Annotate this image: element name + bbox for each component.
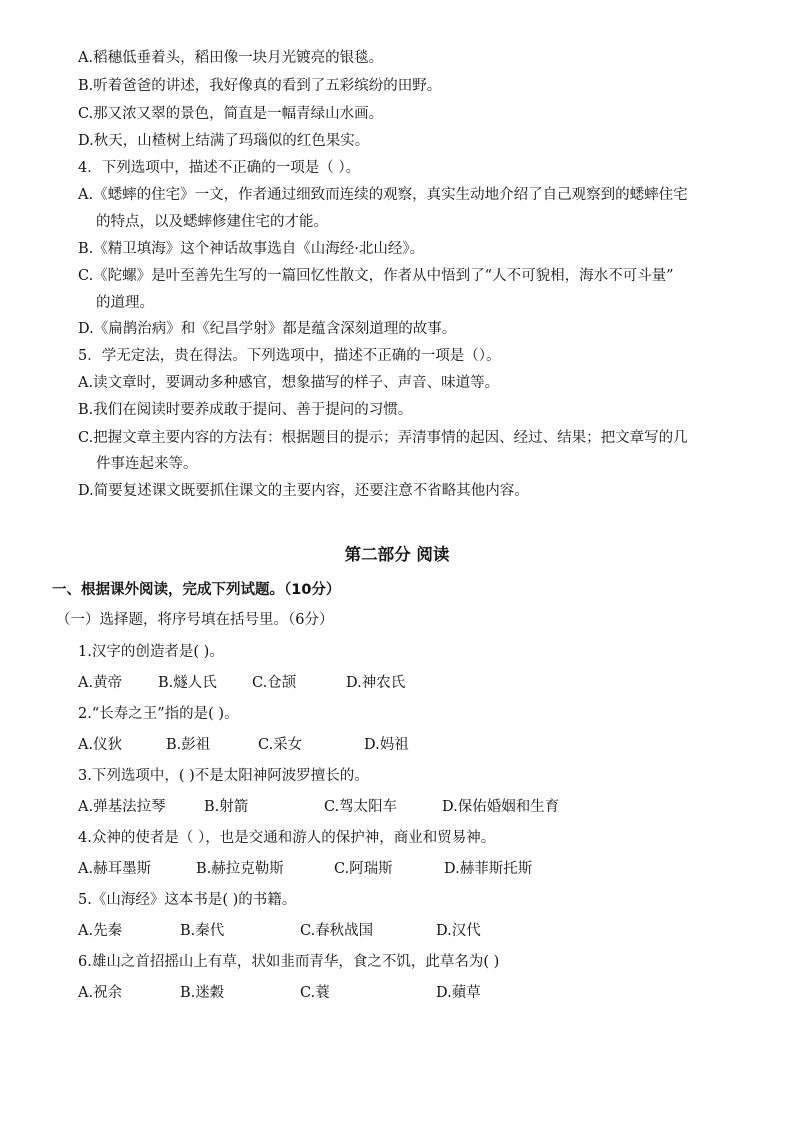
mc-q6-option-c: C.蓑: [300, 985, 330, 1001]
mc-q3-stem: 3.下列选项中，( )不是太阳神阿波罗擅长的。: [78, 768, 369, 784]
subsection1-heading: （一）选择题，将序号填在括号里。（6分）: [56, 612, 334, 628]
mc-q5-option-b: B.秦代: [180, 923, 225, 939]
q5-option-a: A.读文章时，要调动多种感官，想象描写的样子、声音、味道等。: [78, 375, 500, 391]
mc-q4-option-d: D.赫菲斯托斯: [444, 861, 533, 877]
part2-title: 第二部分 阅读: [344, 545, 450, 564]
mc-q1-stem: 1.汉字的创造者是( )。: [78, 644, 224, 660]
q5-stem: 5．学无定法，贵在得法。下列选项中，描述不正确的一项是（）。: [78, 348, 501, 364]
q5-option-b: B.我们在阅读时要养成敢于提问、善于提问的习惯。: [78, 402, 413, 418]
mc-q5-option-d: D.汉代: [436, 923, 481, 939]
mc-q3-option-d: D.保佑婚姻和生育: [442, 799, 560, 815]
mc-q6-option-a: A.祝余: [78, 985, 123, 1001]
q4-option-c-line2: 的道理。: [96, 295, 154, 311]
q3-option-a: A.稻穗低垂着头，稻田像一块月光镀亮的银毯。: [78, 50, 384, 66]
mc-q3-option-b: B.射箭: [204, 799, 249, 815]
mc-q2-option-c: C.采女: [258, 737, 303, 753]
q5-option-c-line2: 件事连起来等。: [96, 456, 198, 472]
q4-option-b: B.《精卫填海》这个神话故事选自《山海经·北山经》。: [78, 241, 425, 257]
q4-option-c-line1: C.《陀螺》是叶至善先生写的一篇回忆性散文，作者从中悟到了“人不可貌相，海水不可斗量”: [78, 268, 674, 284]
mc-q4-option-c: C.阿瑞斯: [334, 861, 393, 877]
mc-q4-option-b: B.赫拉克勒斯: [196, 861, 284, 877]
q5-option-c-line1: C.把握文章主要内容的方法有：根据题目的提示；弄清事情的起因、经过、结果；把文章写的几: [78, 430, 688, 446]
q4-option-d: D.《扁鹊治病》和《纪昌学射》都是蕴含深刻道理的故事。: [78, 321, 457, 337]
q4-option-a-line2: 的特点，以及蟋蟀修建住宅的才能。: [96, 214, 328, 230]
q3-option-b: B.听着爸爸的讲述，我好像真的看到了五彩缤纷的田野。: [78, 78, 442, 94]
mc-q6-option-b: B.迷穀: [180, 985, 225, 1001]
q3-option-c: C.那又浓又翠的景色，简直是一幅青绿山水画。: [78, 106, 384, 122]
q5-option-d: D.简要复述课文既要抓住课文的主要内容，还要注意不省略其他内容。: [78, 483, 529, 499]
mc-q6-stem: 6.雄山之首招摇山上有草，状如韭而青华，食之不饥，此草名为( ): [78, 954, 500, 970]
mc-q4-option-a: A.赫耳墨斯: [78, 861, 152, 877]
mc-q6-option-d: D.蘋草: [436, 985, 481, 1001]
mc-q1-option-c: C.仓颉: [252, 675, 297, 691]
mc-q3-option-c: C.驾太阳车: [324, 799, 398, 815]
mc-q3-option-a: A.弹基法拉琴: [78, 799, 166, 815]
section1-heading: 一、根据课外阅读，完成下列试题。（10分）: [52, 582, 341, 598]
mc-q1-option-a: A.黄帝: [78, 675, 123, 691]
q3-option-d: D.秋天，山楂树上结满了玛瑙似的红色果实。: [78, 133, 370, 149]
mc-q2-option-b: B.彭祖: [166, 737, 211, 753]
mc-q2-option-a: A.仪狄: [78, 737, 123, 753]
mc-q5-stem: 5.《山海经》这本书是( )的书籍。: [78, 892, 297, 908]
mc-q2-stem: 2.“长寿之王”指的是( )。: [78, 706, 239, 722]
mc-q5-option-a: A.先秦: [78, 923, 123, 939]
q4-stem: 4．下列选项中，描述不正确的一项是（ ）。: [78, 160, 361, 176]
mc-q1-option-d: D.神农氏: [346, 675, 406, 691]
q4-option-a-line1: A.《蟋蟀的住宅》一文，作者通过细致而连续的观察，真实生动地介绍了自己观察到的蟋蟀住宅: [78, 187, 688, 203]
mc-q4-stem: 4.众神的使者是（ ），也是交通和游人的保护神，商业和贸易神。: [78, 830, 496, 846]
mc-q1-option-b: B.燧人氏: [158, 675, 217, 691]
mc-q5-option-c: C.春秋战国: [300, 923, 374, 939]
mc-q2-option-d: D.妈祖: [364, 737, 409, 753]
